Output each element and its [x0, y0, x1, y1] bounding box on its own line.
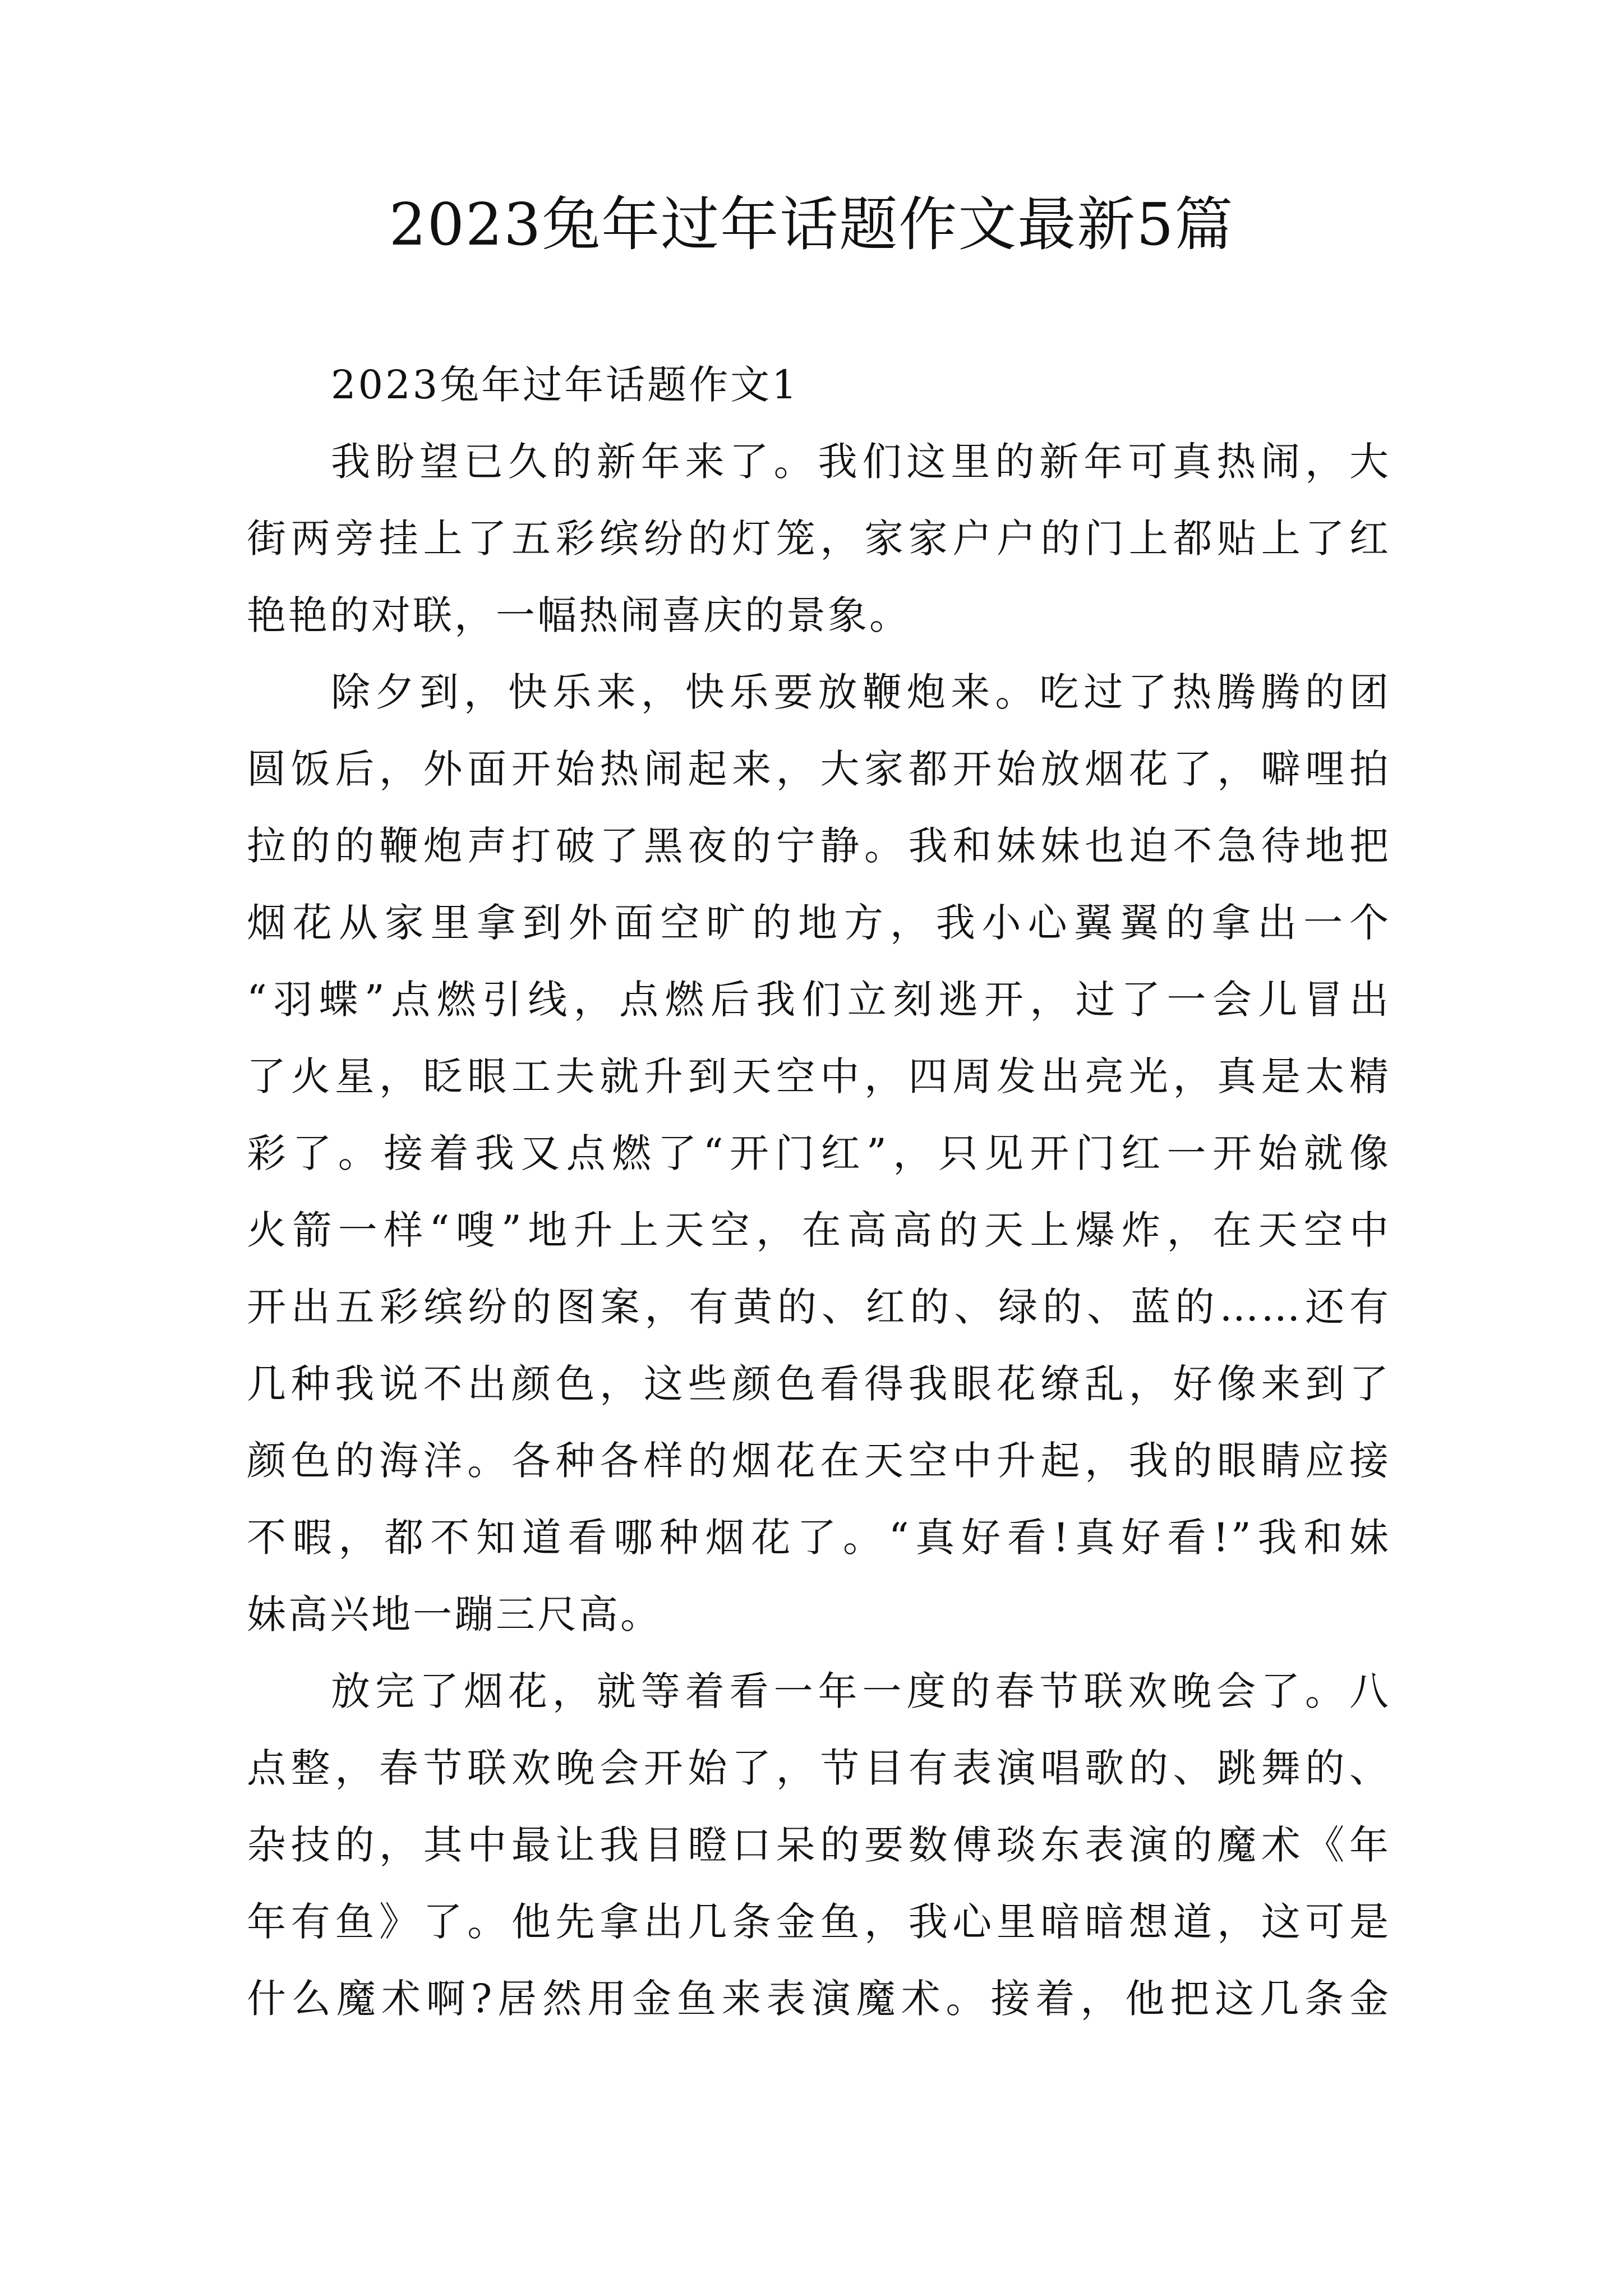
paragraph-2-line-7: 彩了。接着我又点燃了“开门红”，只见开门红一开始就像	[247, 1130, 1391, 1176]
paragraph-2-line-13: 妹高兴地一蹦三尺高。	[247, 1591, 662, 1637]
document-title: 2023兔年过年话题作文最新5篇	[389, 190, 1234, 259]
paragraph-3-line-4: 年有鱼》了。他先拿出几条金鱼，我心里暗暗想道，这可是	[247, 1899, 1391, 1945]
paragraph-2-line-10: 几种我说不出颜色，这些颜色看得我眼花缭乱，好像来到了	[247, 1361, 1391, 1407]
paragraph-1-line-2: 街两旁挂上了五彩缤纷的灯笼，家家户户的门上都贴上了红	[247, 516, 1391, 562]
paragraph-3-line-3: 杂技的，其中最让我目瞪口呆的要数傅琰东表演的魔术《年	[247, 1822, 1391, 1868]
paragraph-2-line-9: 开出五彩缤纷的图案，有黄的、红的、绿的、蓝的……还有	[247, 1284, 1391, 1330]
section-heading: 2023兔年过年话题作文1	[331, 362, 799, 408]
paragraph-3-line-5: 什么魔术啊?居然用金鱼来表演魔术。接着，他把这几条金	[247, 1976, 1391, 2022]
paragraph-3-line-2: 点整，春节联欢晚会开始了，节目有表演唱歌的、跳舞的、	[247, 1745, 1391, 1791]
paragraph-2-line-2: 圆饭后，外面开始热闹起来，大家都开始放烟花了，噼哩拍	[247, 746, 1391, 792]
paragraph-2-line-1: 除夕到，快乐来，快乐要放鞭炮来。吃过了热腾腾的团	[331, 669, 1391, 715]
paragraph-2-line-4: 烟花从家里拿到外面空旷的地方，我小心翼翼的拿出一个	[247, 900, 1391, 946]
document-body	[247, 347, 1391, 2037]
paragraph-2-line-8: 火箭一样“嗖”地升上天空，在高高的天上爆炸，在天空中	[247, 1207, 1391, 1253]
paragraph-2-line-3: 拉的的鞭炮声打破了黑夜的宁静。我和妹妹也迫不急待地把	[247, 823, 1391, 869]
paragraph-1-line-1: 我盼望已久的新年来了。我们这里的新年可真热闹，大	[331, 439, 1391, 485]
paragraph-3-line-1: 放完了烟花，就等着看一年一度的春节联欢晚会了。八	[331, 1668, 1391, 1714]
paragraph-2-line-6: 了火星，眨眼工夫就升到天空中，四周发出亮光，真是太精	[247, 1053, 1391, 1099]
paragraph-1-line-3: 艳艳的对联，一幅热闹喜庆的景象。	[247, 592, 911, 638]
paragraph-2-line-12: 不暇，都不知道看哪种烟花了。“真好看!真好看!”我和妹	[247, 1515, 1391, 1561]
paragraph-2-line-11: 颜色的海洋。各种各样的烟花在天空中升起，我的眼睛应接	[247, 1438, 1391, 1484]
paragraph-2-line-5: “羽蝶”点燃引线，点燃后我们立刻逃开，过了一会儿冒出	[247, 977, 1391, 1023]
